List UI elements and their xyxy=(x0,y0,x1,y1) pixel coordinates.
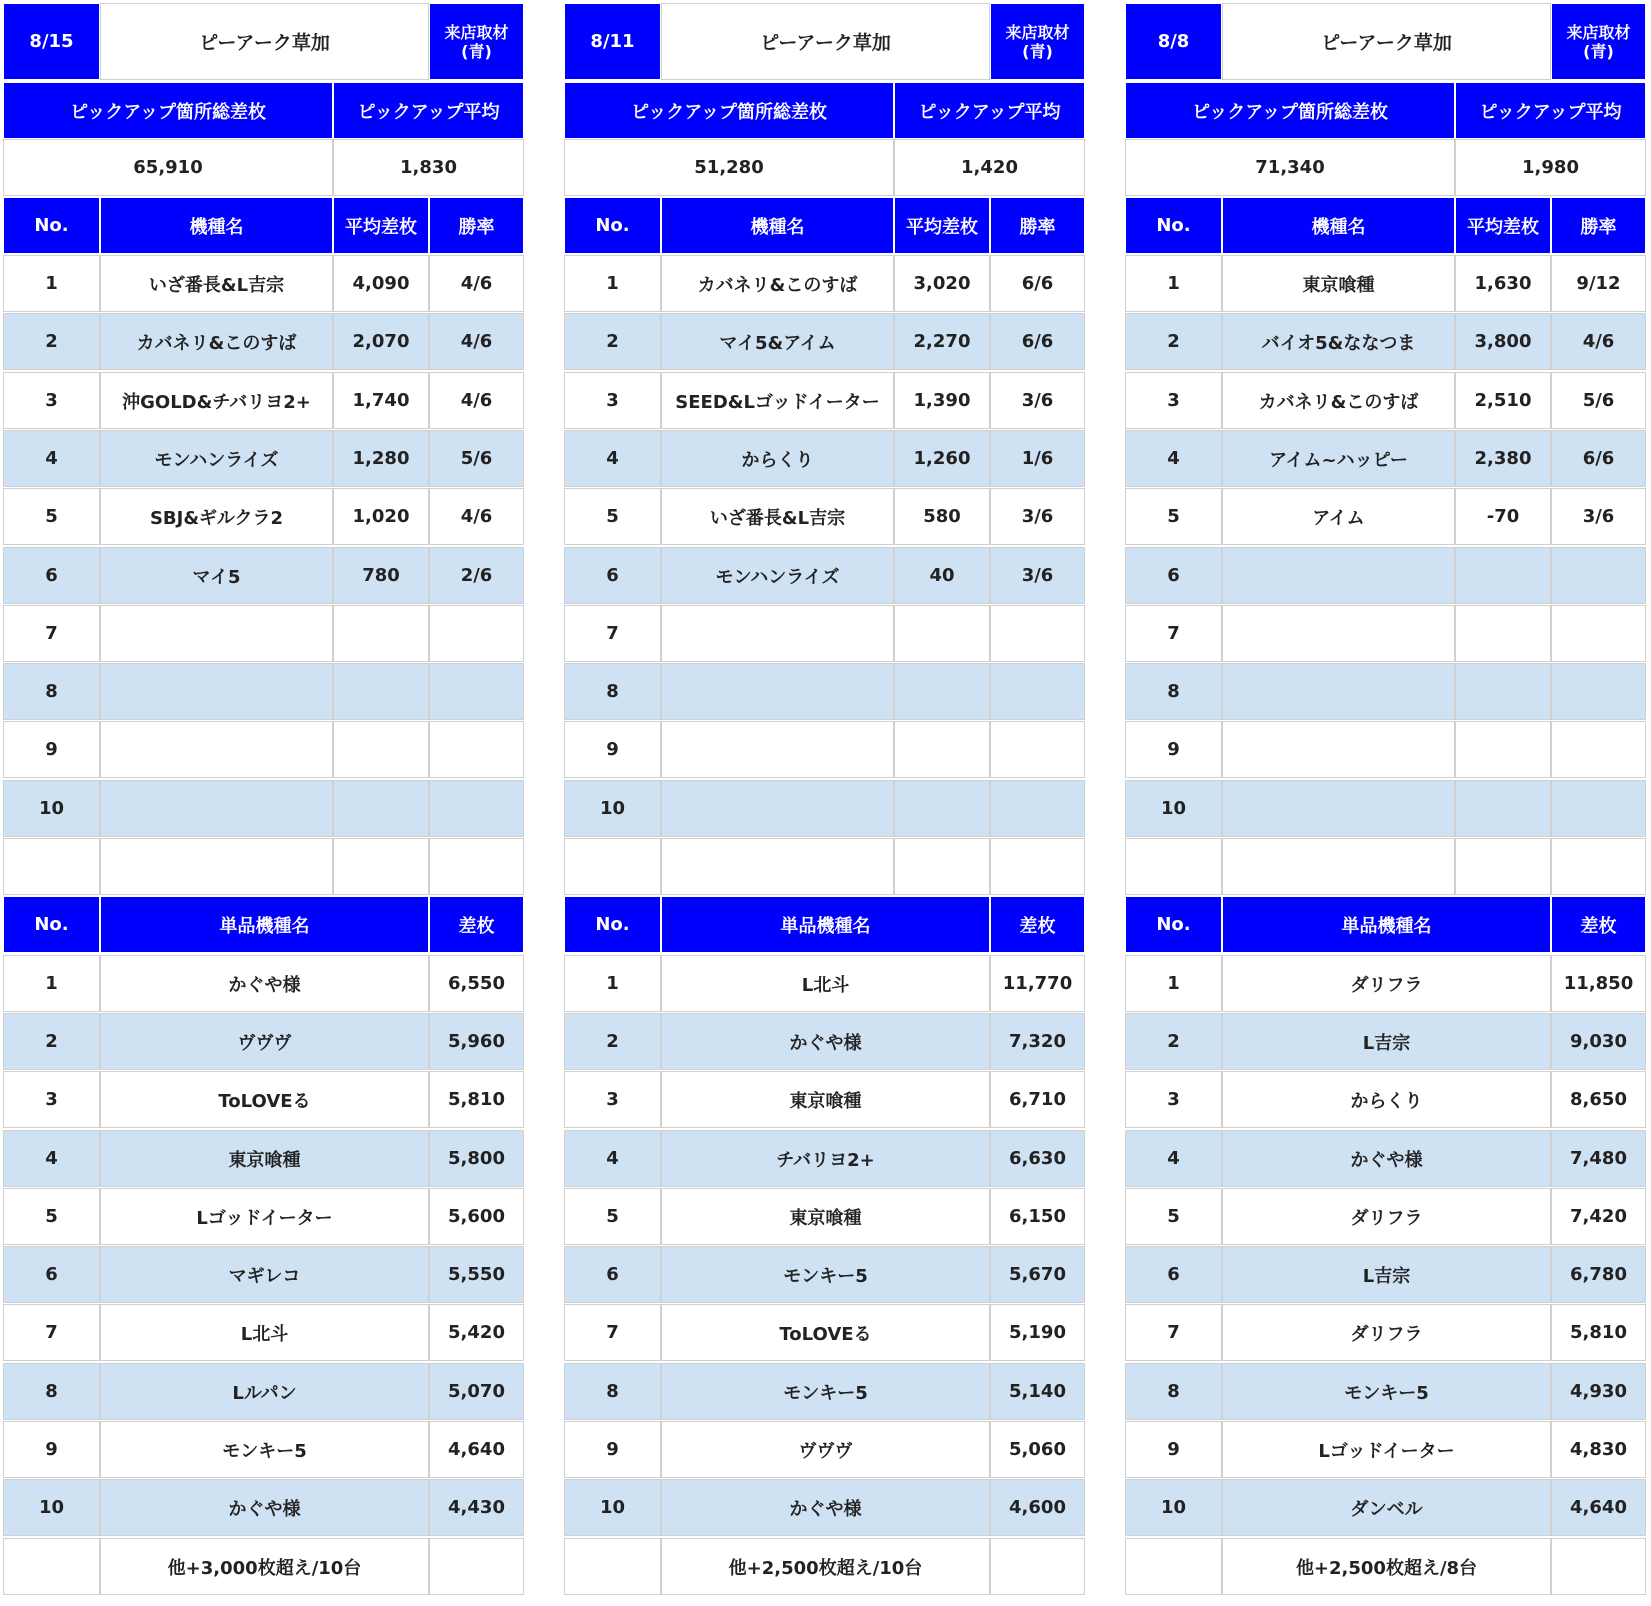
summary-avg-value: 1,980 xyxy=(1455,139,1646,196)
summary-total-value: 51,280 xyxy=(564,139,894,196)
single-row-diff: 5,600 xyxy=(429,1188,524,1245)
summary-avg-header: ピックアップ平均 xyxy=(1455,82,1646,139)
pickup-row-model: モンハンライズ xyxy=(100,430,333,487)
footer-blank xyxy=(3,1538,100,1595)
pickup-row-avg: 2,380 xyxy=(1455,430,1551,487)
pickup-row-no: 4 xyxy=(564,430,661,487)
single-no-header: No. xyxy=(564,896,661,953)
pickup-row-model: からくり xyxy=(661,430,894,487)
single-row-diff: 5,060 xyxy=(990,1421,1085,1478)
blank-cell xyxy=(894,838,990,895)
pickup-row-avg: 1,280 xyxy=(333,430,429,487)
single-row-diff: 6,630 xyxy=(990,1130,1085,1187)
pickup-row-no: 4 xyxy=(1125,430,1222,487)
pickup-row-winrate: 3/6 xyxy=(990,488,1085,545)
single-row-model: かぐや様 xyxy=(661,1479,990,1536)
pickup-row-avg xyxy=(894,780,990,837)
pickup-row-no: 5 xyxy=(1125,488,1222,545)
single-row-model: モンキー5 xyxy=(100,1421,429,1478)
pickup-row-model xyxy=(100,663,333,720)
pickup-row-model xyxy=(1222,605,1455,662)
pickup-no-header: No. xyxy=(1125,197,1222,254)
single-row-model: ダリフラ xyxy=(1222,1304,1551,1361)
pickup-row-winrate xyxy=(429,663,524,720)
single-row-diff: 4,830 xyxy=(1551,1421,1646,1478)
pickup-row-model: カバネリ&このすば xyxy=(1222,372,1455,429)
pickup-row-winrate: 1/6 xyxy=(990,430,1085,487)
pickup-row-winrate xyxy=(1551,721,1646,778)
summary-avg-header: ピックアップ平均 xyxy=(894,82,1085,139)
blank-cell xyxy=(1551,838,1646,895)
blank-cell xyxy=(1125,838,1222,895)
single-row-diff: 5,190 xyxy=(990,1304,1085,1361)
pickup-row-model: モンハンライズ xyxy=(661,547,894,604)
pickup-row-avg: 1,020 xyxy=(333,488,429,545)
single-row-no: 9 xyxy=(3,1421,100,1478)
pickup-row-winrate: 6/6 xyxy=(990,313,1085,370)
pickup-row-no: 2 xyxy=(564,313,661,370)
pickup-row-no: 7 xyxy=(1125,605,1222,662)
single-row-diff: 9,030 xyxy=(1551,1013,1646,1070)
pickup-row-no: 10 xyxy=(1125,780,1222,837)
single-row-model: Lルパン xyxy=(100,1363,429,1420)
pickup-row-no: 7 xyxy=(564,605,661,662)
pickup-avg-header: 平均差枚 xyxy=(894,197,990,254)
pickup-row-model xyxy=(100,780,333,837)
single-row-model: L北斗 xyxy=(661,955,990,1012)
single-row-model: 東京喰種 xyxy=(661,1071,990,1128)
pickup-row-winrate: 2/6 xyxy=(429,547,524,604)
footer-note: 他+2,500枚超え/8台 xyxy=(1222,1538,1551,1595)
single-row-model: Lゴッドイーター xyxy=(1222,1421,1551,1478)
single-row-diff: 6,550 xyxy=(429,955,524,1012)
single-row-model: L吉宗 xyxy=(1222,1246,1551,1303)
blank-cell xyxy=(661,838,894,895)
summary-total-header: ピックアップ箇所総差枚 xyxy=(3,82,333,139)
single-row-model: ダリフラ xyxy=(1222,955,1551,1012)
pickup-row-avg: 2,510 xyxy=(1455,372,1551,429)
pickup-row-avg: 3,020 xyxy=(894,255,990,312)
pickup-row-avg: 1,740 xyxy=(333,372,429,429)
pickup-winrate-header: 勝率 xyxy=(429,197,524,254)
single-row-model: Lゴッドイーター xyxy=(100,1188,429,1245)
single-row-diff: 6,150 xyxy=(990,1188,1085,1245)
pickup-row-no: 8 xyxy=(3,663,100,720)
pickup-winrate-header: 勝率 xyxy=(990,197,1085,254)
pickup-row-winrate: 6/6 xyxy=(1551,430,1646,487)
pickup-row-winrate xyxy=(1551,780,1646,837)
pickup-row-model xyxy=(100,721,333,778)
single-row-no: 9 xyxy=(1125,1421,1222,1478)
pickup-row-avg: 40 xyxy=(894,547,990,604)
pickup-row-avg xyxy=(333,605,429,662)
pickup-row-winrate xyxy=(990,780,1085,837)
single-row-diff: 5,810 xyxy=(1551,1304,1646,1361)
date-label: 8/15 xyxy=(3,3,100,80)
store-name: ピーアーク草加 xyxy=(661,3,990,80)
single-row-model: チバリヨ2+ xyxy=(661,1130,990,1187)
pickup-row-no: 2 xyxy=(3,313,100,370)
pickup-avg-header: 平均差枚 xyxy=(1455,197,1551,254)
pickup-row-winrate: 5/6 xyxy=(429,430,524,487)
pickup-row-model xyxy=(661,780,894,837)
pickup-row-no: 8 xyxy=(564,663,661,720)
summary-avg-value: 1,420 xyxy=(894,139,1085,196)
pickup-row-winrate xyxy=(429,780,524,837)
pickup-row-model: カバネリ&このすば xyxy=(661,255,894,312)
summary-total-value: 71,340 xyxy=(1125,139,1455,196)
pickup-row-avg xyxy=(1455,721,1551,778)
single-row-diff: 5,800 xyxy=(429,1130,524,1187)
pickup-row-no: 6 xyxy=(564,547,661,604)
footer-blank xyxy=(564,1538,661,1595)
single-row-diff: 5,140 xyxy=(990,1363,1085,1420)
single-row-no: 5 xyxy=(564,1188,661,1245)
pickup-row-winrate: 4/6 xyxy=(429,313,524,370)
single-row-no: 8 xyxy=(1125,1363,1222,1420)
pickup-row-winrate: 3/6 xyxy=(990,372,1085,429)
single-row-model: 東京喰種 xyxy=(100,1130,429,1187)
single-row-no: 3 xyxy=(564,1071,661,1128)
blank-cell xyxy=(1222,838,1455,895)
single-row-no: 8 xyxy=(564,1363,661,1420)
single-row-diff: 7,320 xyxy=(990,1013,1085,1070)
date-label: 8/11 xyxy=(564,3,661,80)
pickup-row-avg xyxy=(333,780,429,837)
pickup-row-winrate: 3/6 xyxy=(990,547,1085,604)
single-row-diff: 11,850 xyxy=(1551,955,1646,1012)
single-row-model: マギレコ xyxy=(100,1246,429,1303)
pickup-row-no: 9 xyxy=(564,721,661,778)
pickup-row-model xyxy=(661,605,894,662)
blank-cell xyxy=(429,838,524,895)
pickup-winrate-header: 勝率 xyxy=(1551,197,1646,254)
single-row-no: 10 xyxy=(3,1479,100,1536)
pickup-row-winrate xyxy=(1551,663,1646,720)
pickup-row-model: アイム xyxy=(1222,488,1455,545)
pickup-row-model: 沖GOLD&チバリヨ2+ xyxy=(100,372,333,429)
footer-blank xyxy=(1125,1538,1222,1595)
single-row-diff: 11,770 xyxy=(990,955,1085,1012)
badge-line-1: 来店取材 xyxy=(1005,22,1070,42)
pickup-row-model: いざ番長&L吉宗 xyxy=(661,488,894,545)
date-label: 8/8 xyxy=(1125,3,1222,80)
pickup-row-avg xyxy=(894,605,990,662)
pickup-row-avg: 580 xyxy=(894,488,990,545)
single-row-model: かぐや様 xyxy=(1222,1130,1551,1187)
single-row-diff: 4,640 xyxy=(429,1421,524,1478)
single-row-no: 1 xyxy=(564,955,661,1012)
badge-line-2: (青) xyxy=(1583,41,1614,61)
blank-cell xyxy=(100,838,333,895)
single-row-diff: 5,070 xyxy=(429,1363,524,1420)
pickup-row-avg: 2,070 xyxy=(333,313,429,370)
single-row-no: 6 xyxy=(3,1246,100,1303)
pickup-row-no: 5 xyxy=(564,488,661,545)
single-row-diff: 4,600 xyxy=(990,1479,1085,1536)
single-row-model: ダンベル xyxy=(1222,1479,1551,1536)
single-no-header: No. xyxy=(3,896,100,953)
pickup-row-winrate: 4/6 xyxy=(429,255,524,312)
pickup-row-avg: 2,270 xyxy=(894,313,990,370)
blank-cell xyxy=(3,838,100,895)
single-row-no: 1 xyxy=(3,955,100,1012)
single-row-model: ダリフラ xyxy=(1222,1188,1551,1245)
single-row-no: 10 xyxy=(564,1479,661,1536)
pickup-row-winrate xyxy=(990,605,1085,662)
pickup-row-avg xyxy=(894,663,990,720)
single-row-model: ヴヴヴ xyxy=(661,1421,990,1478)
pickup-row-model: マイ5&アイム xyxy=(661,313,894,370)
pickup-row-model: バイオ5&ななつま xyxy=(1222,313,1455,370)
single-model-header: 単品機種名 xyxy=(1222,896,1551,953)
interview-badge xyxy=(429,3,524,80)
single-diff-header: 差枚 xyxy=(990,896,1085,953)
single-row-no: 2 xyxy=(564,1013,661,1070)
single-row-no: 3 xyxy=(1125,1071,1222,1128)
pickup-row-winrate xyxy=(429,605,524,662)
pickup-avg-header: 平均差枚 xyxy=(333,197,429,254)
pickup-row-model xyxy=(661,721,894,778)
single-row-diff: 7,420 xyxy=(1551,1188,1646,1245)
badge-line-1: 来店取材 xyxy=(1566,22,1631,42)
single-row-no: 5 xyxy=(3,1188,100,1245)
pickup-row-winrate: 4/6 xyxy=(429,488,524,545)
pickup-row-avg: 4,090 xyxy=(333,255,429,312)
footer-blank xyxy=(990,1538,1085,1595)
interview-badge xyxy=(990,3,1085,80)
single-diff-header: 差枚 xyxy=(1551,896,1646,953)
summary-total-header: ピックアップ箇所総差枚 xyxy=(1125,82,1455,139)
single-row-no: 4 xyxy=(564,1130,661,1187)
footer-blank xyxy=(429,1538,524,1595)
single-row-diff: 5,670 xyxy=(990,1246,1085,1303)
pickup-row-no: 1 xyxy=(1125,255,1222,312)
pickup-row-no: 6 xyxy=(1125,547,1222,604)
single-row-no: 7 xyxy=(1125,1304,1222,1361)
blank-cell xyxy=(564,838,661,895)
pickup-row-avg xyxy=(894,721,990,778)
single-row-model: かぐや様 xyxy=(661,1013,990,1070)
pickup-row-no: 9 xyxy=(3,721,100,778)
pickup-row-model xyxy=(661,663,894,720)
pickup-row-winrate xyxy=(1551,547,1646,604)
pickup-row-no: 4 xyxy=(3,430,100,487)
store-name: ピーアーク草加 xyxy=(100,3,429,80)
summary-avg-header: ピックアップ平均 xyxy=(333,82,524,139)
pickup-row-winrate xyxy=(1551,605,1646,662)
single-row-no: 6 xyxy=(564,1246,661,1303)
single-row-no: 3 xyxy=(3,1071,100,1128)
pickup-row-model: マイ5 xyxy=(100,547,333,604)
footer-blank xyxy=(1551,1538,1646,1595)
single-no-header: No. xyxy=(1125,896,1222,953)
single-row-model: かぐや様 xyxy=(100,1479,429,1536)
pickup-row-no: 5 xyxy=(3,488,100,545)
badge-line-2: (青) xyxy=(461,41,492,61)
single-row-no: 1 xyxy=(1125,955,1222,1012)
pickup-row-no: 1 xyxy=(564,255,661,312)
single-row-diff: 4,930 xyxy=(1551,1363,1646,1420)
single-row-model: かぐや様 xyxy=(100,955,429,1012)
pickup-row-model: アイム~ハッピー xyxy=(1222,430,1455,487)
pickup-row-model: SEED&Lゴッドイーター xyxy=(661,372,894,429)
single-row-diff: 6,710 xyxy=(990,1071,1085,1128)
single-diff-header: 差枚 xyxy=(429,896,524,953)
pickup-row-no: 9 xyxy=(1125,721,1222,778)
single-row-no: 9 xyxy=(564,1421,661,1478)
pickup-row-no: 3 xyxy=(3,372,100,429)
single-row-model: からくり xyxy=(1222,1071,1551,1128)
pickup-model-header: 機種名 xyxy=(100,197,333,254)
pickup-row-avg xyxy=(333,721,429,778)
pickup-row-model xyxy=(100,605,333,662)
pickup-row-no: 8 xyxy=(1125,663,1222,720)
single-row-diff: 6,780 xyxy=(1551,1246,1646,1303)
pickup-row-winrate: 4/6 xyxy=(429,372,524,429)
single-row-no: 8 xyxy=(3,1363,100,1420)
pickup-row-avg: 1,260 xyxy=(894,430,990,487)
pickup-row-no: 3 xyxy=(1125,372,1222,429)
summary-total-header: ピックアップ箇所総差枚 xyxy=(564,82,894,139)
interview-badge xyxy=(1551,3,1646,80)
summary-avg-value: 1,830 xyxy=(333,139,524,196)
single-row-diff: 5,420 xyxy=(429,1304,524,1361)
pickup-row-no: 10 xyxy=(564,780,661,837)
pickup-row-avg: 3,800 xyxy=(1455,313,1551,370)
single-row-model: モンキー5 xyxy=(661,1246,990,1303)
pickup-row-model: カバネリ&このすば xyxy=(100,313,333,370)
pickup-row-winrate: 3/6 xyxy=(1551,488,1646,545)
pickup-row-avg xyxy=(1455,780,1551,837)
single-row-diff: 5,960 xyxy=(429,1013,524,1070)
pickup-row-winrate: 4/6 xyxy=(1551,313,1646,370)
single-row-no: 4 xyxy=(3,1130,100,1187)
single-row-model: モンキー5 xyxy=(1222,1363,1551,1420)
pickup-row-no: 1 xyxy=(3,255,100,312)
pickup-row-model xyxy=(1222,780,1455,837)
pickup-row-avg xyxy=(1455,605,1551,662)
pickup-row-no: 2 xyxy=(1125,313,1222,370)
pickup-row-winrate xyxy=(990,663,1085,720)
pickup-model-header: 機種名 xyxy=(1222,197,1455,254)
pickup-row-winrate: 6/6 xyxy=(990,255,1085,312)
pickup-row-avg: 1,630 xyxy=(1455,255,1551,312)
single-row-model: L北斗 xyxy=(100,1304,429,1361)
pickup-model-header: 機種名 xyxy=(661,197,894,254)
single-row-diff: 4,640 xyxy=(1551,1479,1646,1536)
single-row-diff: 8,650 xyxy=(1551,1071,1646,1128)
single-row-model: ToLOVEる xyxy=(661,1304,990,1361)
pickup-no-header: No. xyxy=(3,197,100,254)
single-row-no: 7 xyxy=(564,1304,661,1361)
footer-note: 他+2,500枚超え/10台 xyxy=(661,1538,990,1595)
pickup-row-avg xyxy=(1455,547,1551,604)
single-row-diff: 7,480 xyxy=(1551,1130,1646,1187)
single-row-model: ヴヴヴ xyxy=(100,1013,429,1070)
single-row-diff: 5,550 xyxy=(429,1246,524,1303)
pickup-row-model: 東京喰種 xyxy=(1222,255,1455,312)
pickup-row-winrate: 9/12 xyxy=(1551,255,1646,312)
single-row-diff: 4,430 xyxy=(429,1479,524,1536)
pickup-row-avg xyxy=(1455,663,1551,720)
pickup-row-avg: -70 xyxy=(1455,488,1551,545)
single-row-model: L吉宗 xyxy=(1222,1013,1551,1070)
pickup-row-avg: 1,390 xyxy=(894,372,990,429)
single-row-no: 10 xyxy=(1125,1479,1222,1536)
blank-cell xyxy=(990,838,1085,895)
pickup-row-no: 6 xyxy=(3,547,100,604)
single-row-no: 6 xyxy=(1125,1246,1222,1303)
single-row-no: 2 xyxy=(3,1013,100,1070)
pickup-row-model xyxy=(1222,547,1455,604)
single-model-header: 単品機種名 xyxy=(100,896,429,953)
single-model-header: 単品機種名 xyxy=(661,896,990,953)
single-row-no: 2 xyxy=(1125,1013,1222,1070)
single-row-no: 7 xyxy=(3,1304,100,1361)
single-row-model: ToLOVEる xyxy=(100,1071,429,1128)
summary-total-value: 65,910 xyxy=(3,139,333,196)
pickup-row-winrate xyxy=(990,721,1085,778)
pickup-no-header: No. xyxy=(564,197,661,254)
single-row-model: 東京喰種 xyxy=(661,1188,990,1245)
badge-line-2: (青) xyxy=(1022,41,1053,61)
single-row-no: 4 xyxy=(1125,1130,1222,1187)
pickup-row-avg xyxy=(333,663,429,720)
blank-cell xyxy=(333,838,429,895)
single-row-model: モンキー5 xyxy=(661,1363,990,1420)
pickup-row-avg: 780 xyxy=(333,547,429,604)
pickup-row-model: SBJ&ギルクラ2 xyxy=(100,488,333,545)
single-row-no: 5 xyxy=(1125,1188,1222,1245)
single-row-diff: 5,810 xyxy=(429,1071,524,1128)
pickup-row-no: 7 xyxy=(3,605,100,662)
footer-note: 他+3,000枚超え/10台 xyxy=(100,1538,429,1595)
blank-cell xyxy=(1455,838,1551,895)
pickup-row-model xyxy=(1222,721,1455,778)
store-name: ピーアーク草加 xyxy=(1222,3,1551,80)
pickup-row-winrate xyxy=(429,721,524,778)
pickup-row-model: いざ番長&L吉宗 xyxy=(100,255,333,312)
pickup-row-no: 10 xyxy=(3,780,100,837)
pickup-row-model xyxy=(1222,663,1455,720)
badge-line-1: 来店取材 xyxy=(444,22,509,42)
pickup-row-winrate: 5/6 xyxy=(1551,372,1646,429)
pickup-row-no: 3 xyxy=(564,372,661,429)
